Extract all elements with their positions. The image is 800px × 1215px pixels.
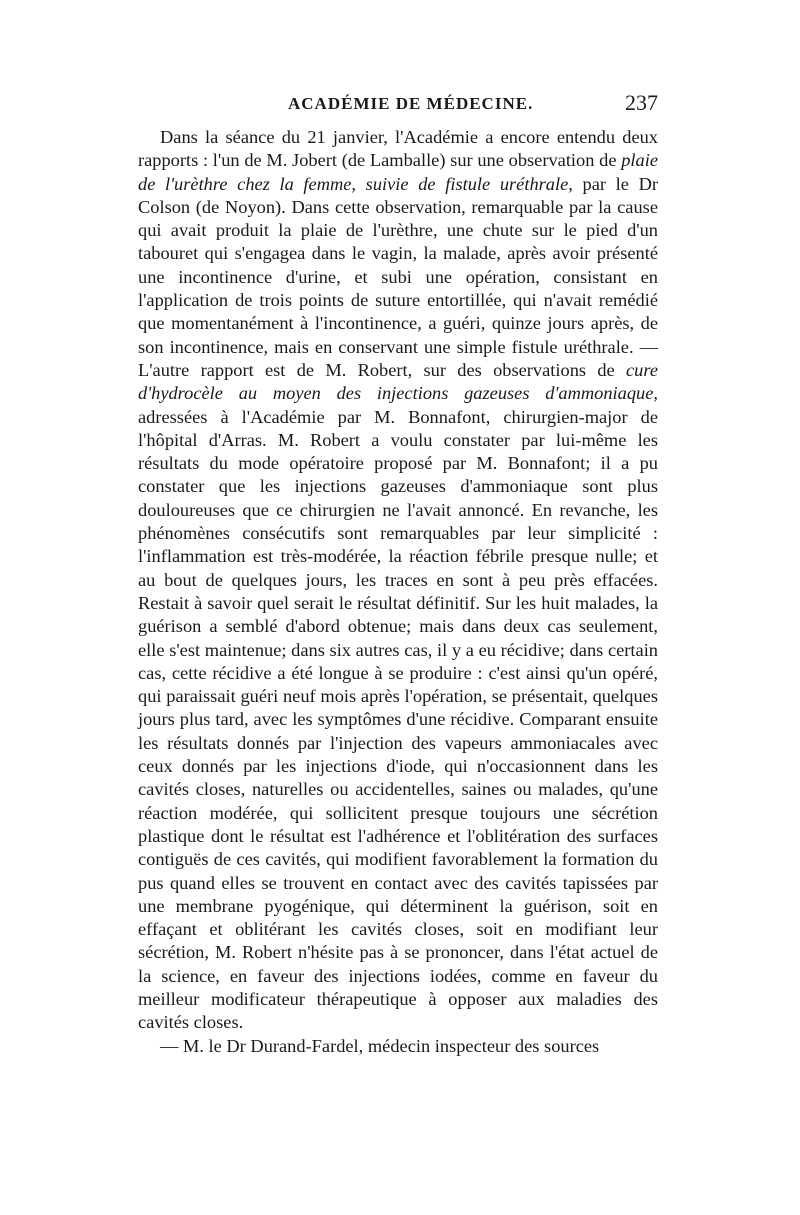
paragraph-academy-reports	[138, 126, 658, 1035]
document-page	[138, 90, 658, 1058]
text-run: , adressées à l'Académie par M. Bonnafont, chirurgien-major de l'hôpital d'Arras. M. Robert a voulu constater par lui-même les résultats du mode opératoire proposé par M. Bonnafont; il a pu constater que les injections gazeuses d'ammoniaque sont plus douloureuses que ce chirurgien ne l'avait annoncé. En revanche, les phénomènes consécutifs sont remarquables par leur simplicité : l'inflammation est très-modérée, la réaction fébrile presque nulle; et au bout de quelques jours, les traces en sont à peu près effacées. Restait à savoir quel serait le résultat définitif. Sur les huit malades, la guérison a semblé d'abord obtenue; mais dans deux cas seulement, elle s'est maintenue; dans six autres cas, il y a eu récidive; dans certain cas, cette récidive a été longue à se produire : c'est ainsi qu'un opéré, qui paraissait guéri neuf mois après l'opération, se présentait, quelques jours plus tard, avec les symptômes d'une récidive. Comparant ensuite les résultats donnés par l'injection des vapeurs ammoniacales avec ceux donnés par les injections d'iode, qui n'occasionnent dans les cavités closes, naturelles ou accidentelles, saines ou malades, qu'une réaction modérée, qui sollicitent presque toujours une sécrétion plastique dont le résultat est l'adhérence et l'oblitération des surfaces contiguës de ces cavités, qui modifient favorablement la formation du pus quand elles se trouvent en contact avec des cavités tapissées par une membrane pyogénique, qui déterminent la guérison, soit en effaçant et oblitérant les cavités closes, soit en modifiant leur sécrétion, M. Robert n'hésite pas à se prononcer, dans l'état actuel de la science, en faveur des injections iodées, comme en faveur du meilleur modificateur thérapeutique à opposer aux maladies des cavités closes.	[138, 383, 658, 1033]
text-run: — M. le Dr Durand-Fardel, médecin inspecteur des sources	[160, 1035, 600, 1056]
running-title: ACADÉMIE DE MÉDECINE.	[288, 94, 534, 113]
italic-title-plaie: plaie de l'urèthre chez la femme, suivie de fistule uréthrale	[138, 150, 658, 194]
page-number: 237	[625, 90, 658, 115]
body-text	[138, 126, 658, 1058]
paragraph-durand-fardel	[138, 1035, 658, 1058]
italic-title-hydrocele: cure d'hydrocèle au moyen des injections gazeuses d'ammoniaque	[138, 359, 658, 404]
running-header	[138, 90, 658, 126]
text-run: Dans la séance du 21 janvier, l'Académie a encore entendu deux rapports : l'un de M. Jobert (de Lamballe) sur une observation de	[138, 127, 658, 171]
text-run: , par le Dr Colson (de Noyon). Dans cette observation, remarquable par la cause qui avait produit la plaie de l'urèthre, une chute sur le pied d'un tabouret qui s'engagea dans le vagin, la malade, après avoir présenté une incontinence d'urine, et subi une opération, consistant en l'application de trois points de suture entortillée, qui n'avait remédié que momentanément à l'incontinence, a guéri, quinze jours après, de son incontinence, mais en conservant une simple fistule uréthrale. — L'autre rapport est de M. Robert, sur des observations de	[138, 173, 658, 380]
